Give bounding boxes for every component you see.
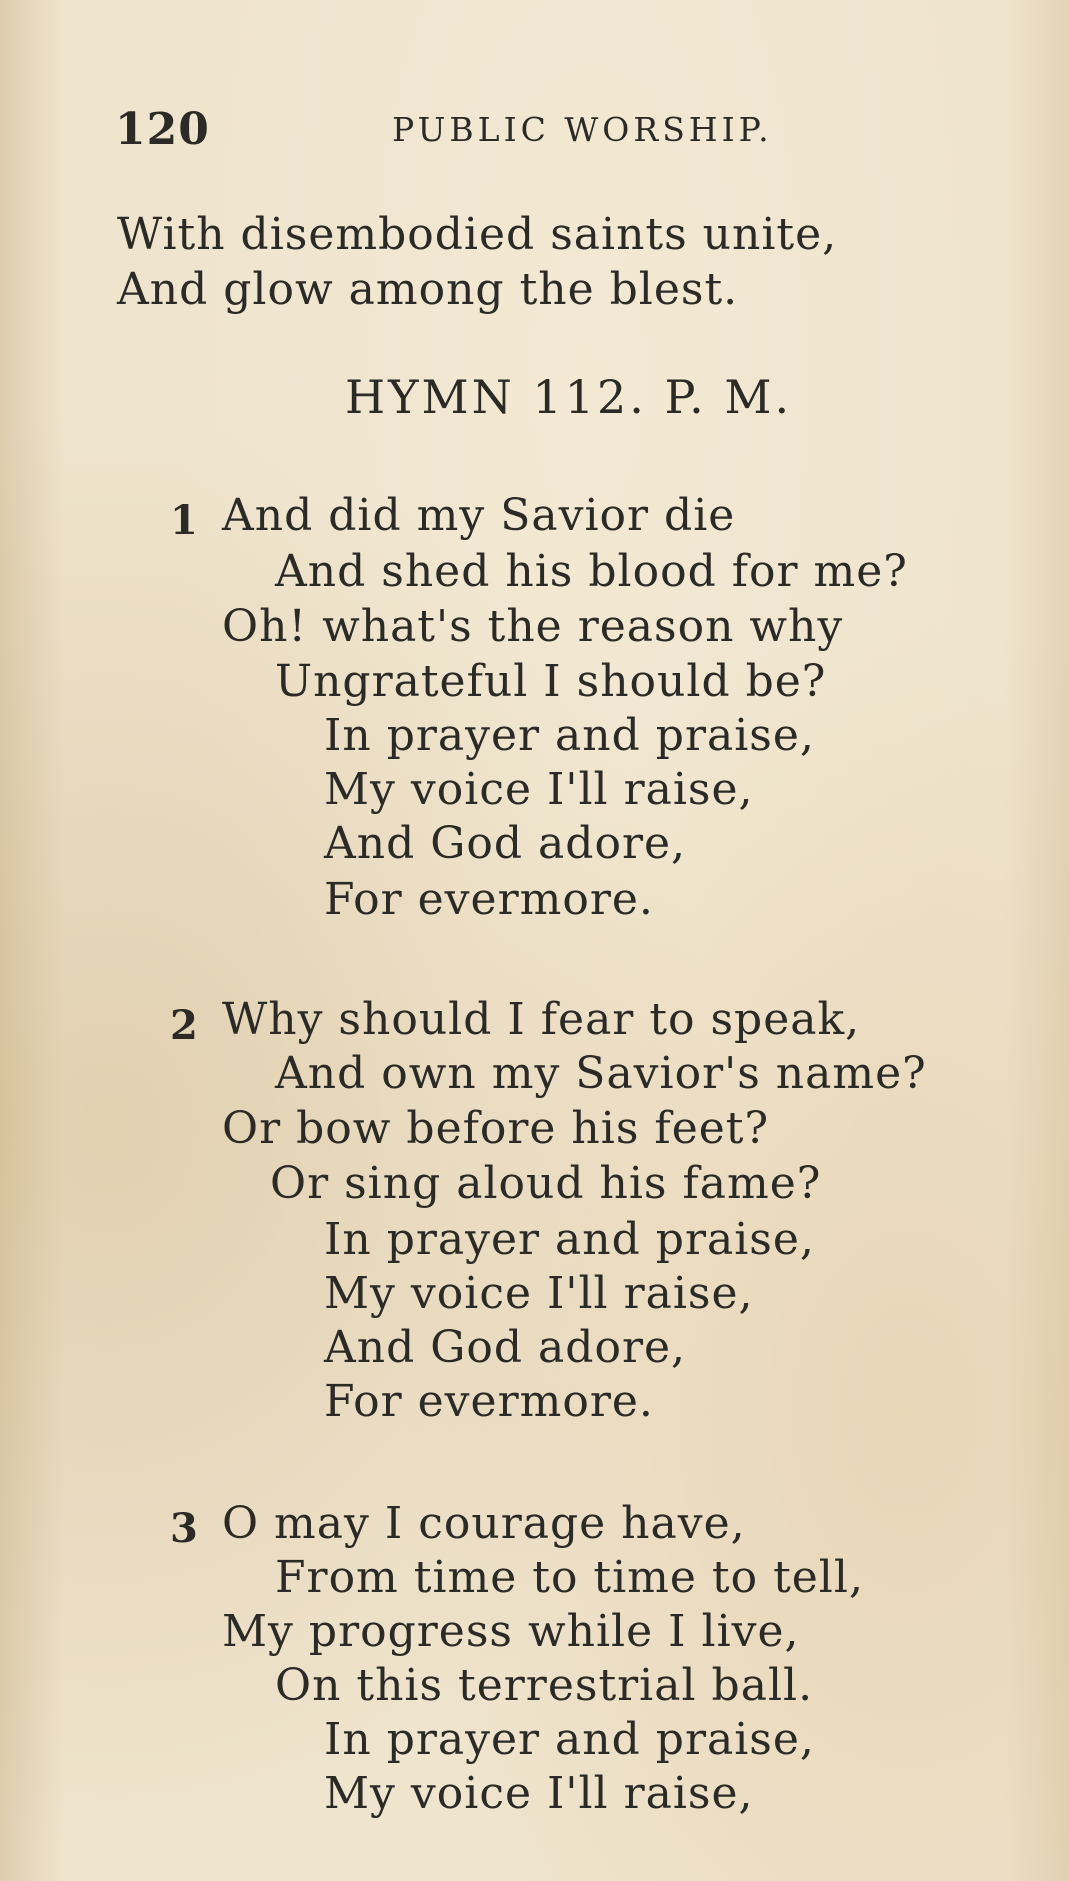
verse-line: My voice I'll raise, bbox=[324, 764, 754, 815]
verse-line: Ungrateful I should be? bbox=[275, 656, 827, 707]
page-number: 120 bbox=[115, 104, 210, 155]
verse-line: Or bow before his feet? bbox=[222, 1103, 770, 1154]
verse-line: Or sing aloud his fame? bbox=[270, 1158, 822, 1209]
verse-line: My progress while I live, bbox=[222, 1606, 800, 1657]
verse-line: On this terrestrial ball. bbox=[275, 1660, 814, 1711]
verse-number: 3 bbox=[170, 1505, 198, 1552]
verse-line: From time to time to tell, bbox=[275, 1552, 864, 1603]
verse-number: 2 bbox=[170, 1002, 198, 1049]
verse-line: And shed his blood for me? bbox=[275, 546, 908, 597]
verse-line: And did my Savior die bbox=[222, 490, 736, 541]
verse-line: My voice I'll raise, bbox=[324, 1268, 754, 1319]
hymn-title: HYMN 112. P. M. bbox=[345, 370, 793, 424]
verse-line: Oh! what's the reason why bbox=[222, 601, 844, 652]
verse-line: Why should I fear to speak, bbox=[222, 994, 861, 1045]
verse-line: My voice I'll raise, bbox=[324, 1768, 754, 1819]
verse-number: 1 bbox=[170, 497, 198, 544]
verse-line: In prayer and praise, bbox=[324, 1714, 815, 1765]
verse-line: In prayer and praise, bbox=[324, 1214, 815, 1265]
verse-line: O may I courage have, bbox=[222, 1498, 746, 1549]
verse-line: In prayer and praise, bbox=[324, 710, 815, 761]
verse-line: For evermore. bbox=[324, 1376, 654, 1427]
running-title: PUBLIC WORSHIP. bbox=[392, 110, 773, 149]
verse-line: And own my Savior's name? bbox=[275, 1048, 927, 1099]
previous-hymn-line: With disembodied saints unite, bbox=[117, 209, 838, 260]
verse-line: For evermore. bbox=[324, 874, 654, 925]
previous-hymn-line: And glow among the blest. bbox=[117, 264, 739, 315]
verse-line: And God adore, bbox=[324, 1322, 687, 1373]
verse-line: And God adore, bbox=[324, 818, 687, 869]
